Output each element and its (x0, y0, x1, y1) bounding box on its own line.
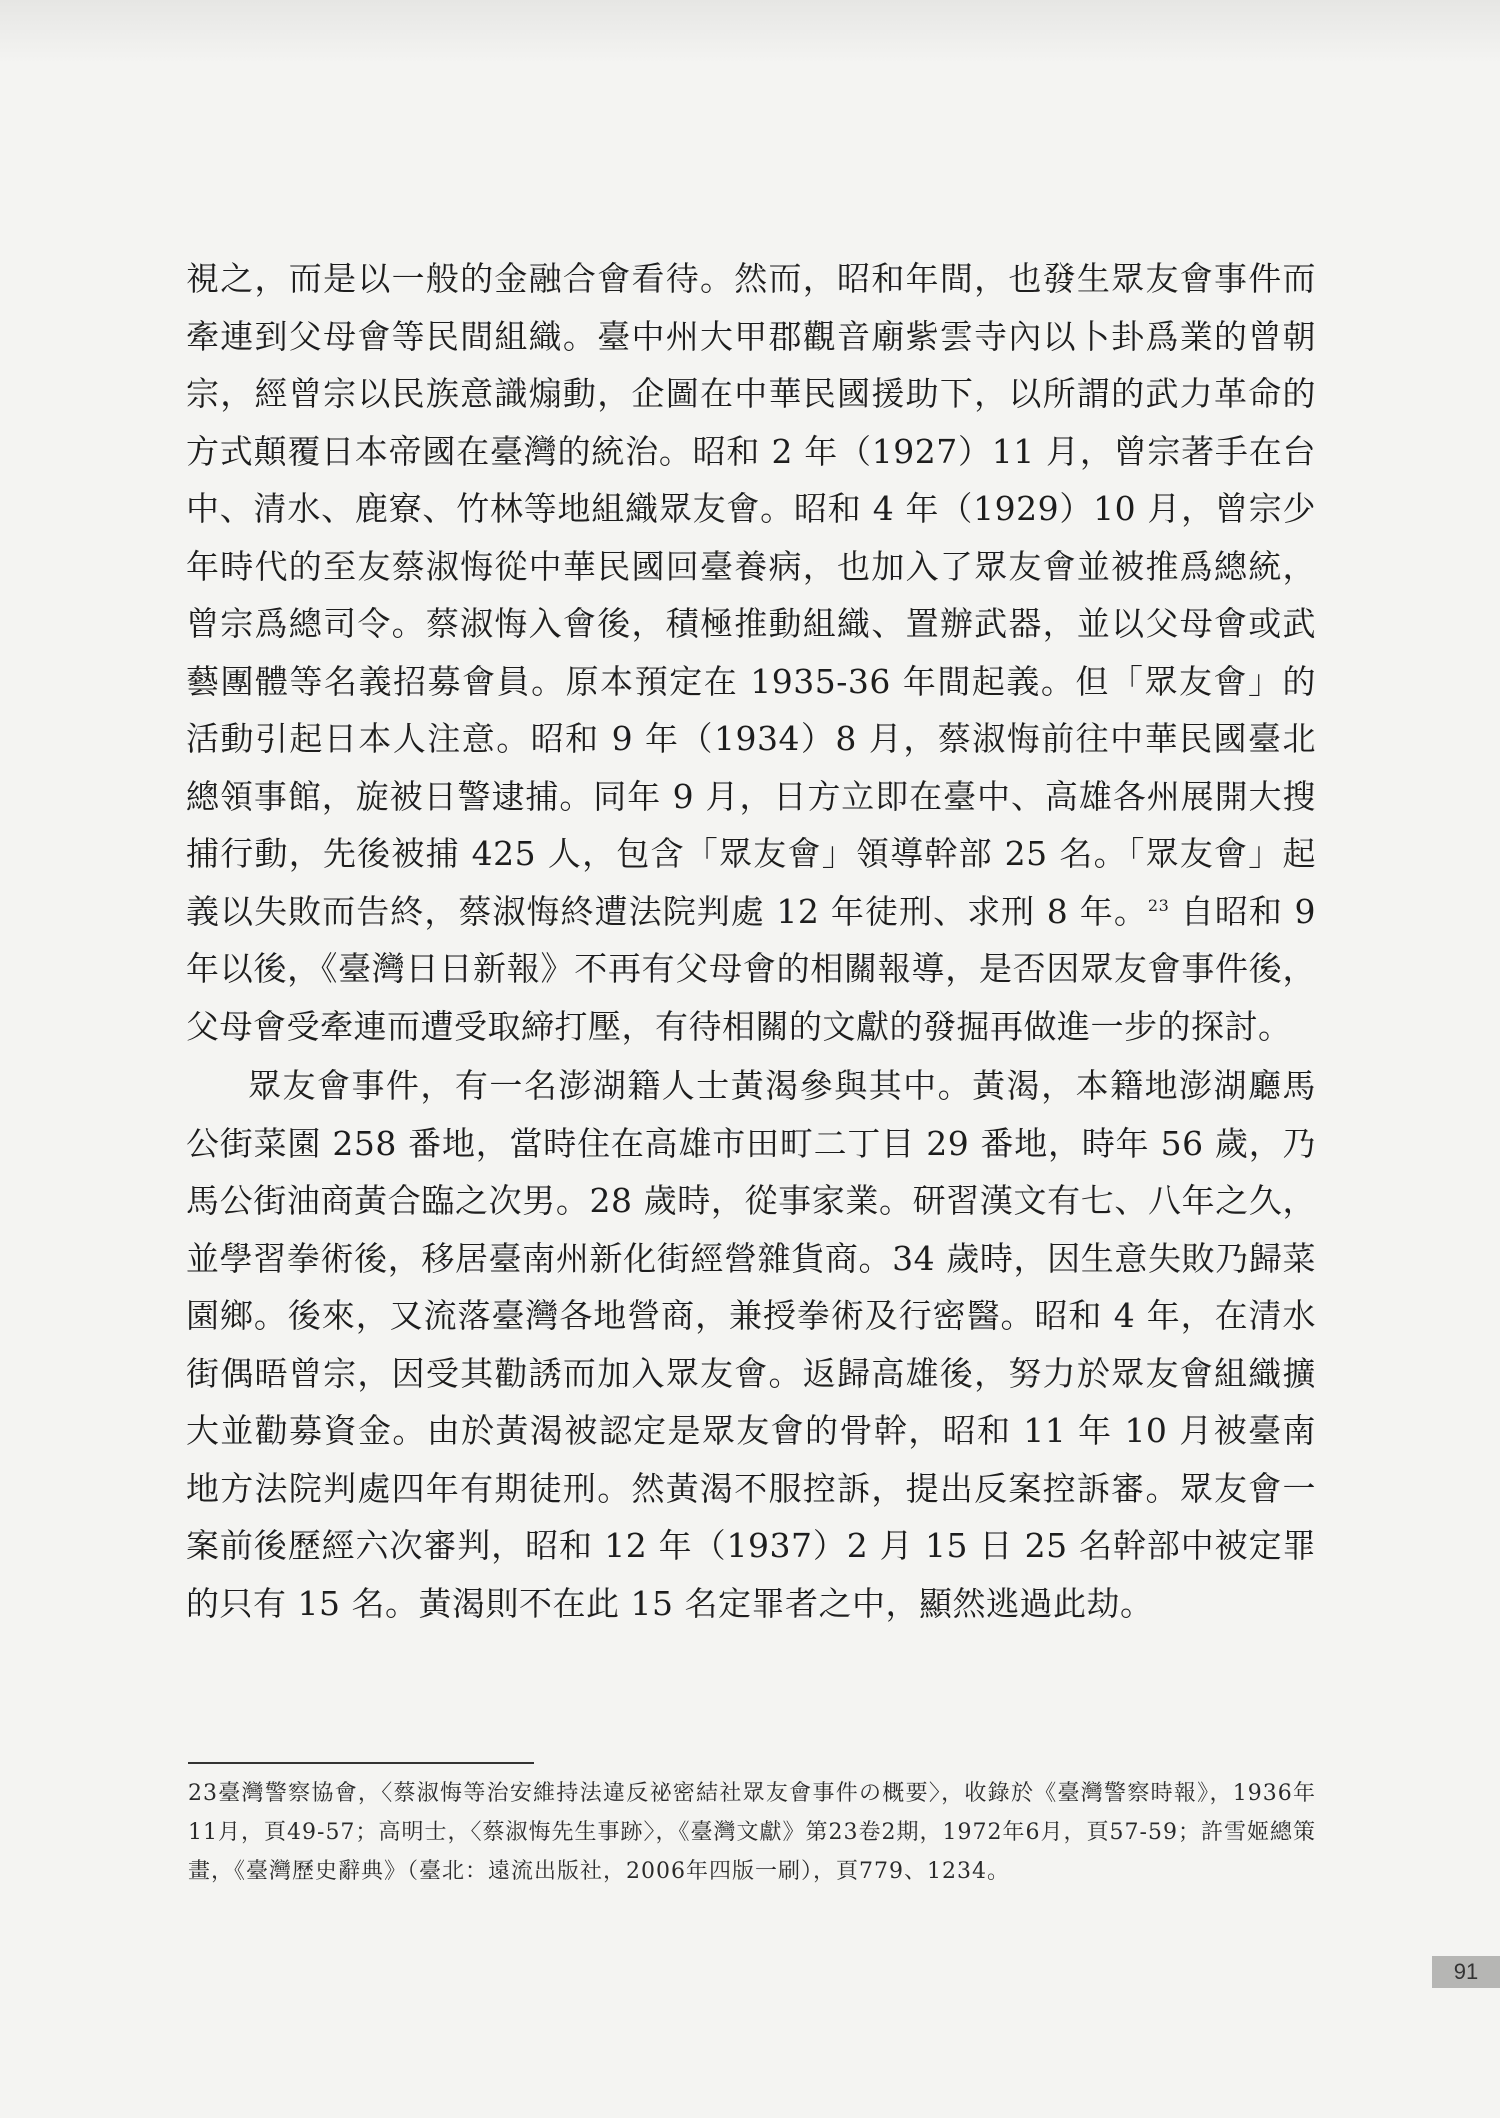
paragraph-1-continued: 自昭和 9 年以後，《臺灣日日新報》不再有父母會的相關報導，是否因眾友會事件後，父母會受牽連而遭受取締打壓，有待相關的文獻的發掘再做進一步的探討。 (186, 891, 1316, 1046)
page-number: 91 (1432, 1956, 1500, 1988)
paragraph-1-text: 視之，而是以一般的金融合會看待。然而，昭和年間，也發生眾友會事件而牽連到父母會等民間組織。臺中州大甲郡觀音廟紫雲寺內以卜卦爲業的曾朝宗，經曾宗以民族意識煽動，企圖在中華民國援助下，以所謂的武力革命的方式顛覆日本帝國在臺灣的統治。昭和 2 年（1927）11 月，曾宗著手在台中、清水、鹿寮、竹林等地組織眾友會。昭和 4 年（1929）10 月，曾宗少年時代的至友蔡淑悔從中華民國回臺養病，也加入了眾友會並被推爲總統，曾宗爲總司令。蔡淑悔入會後，積極推動組織、置辦武器，並以父母會或武藝團體等名義招募會員。原本預定在 1935-36 年間起義。但「眾友會」的活動引起日本人注意。昭和 9 年（1934）8 月，蔡淑悔前往中華民國臺北總領事館，旋被日警逮捕。同年 9 月，日方立即在臺中、高雄各州展開大搜捕行動，先後被捕 425 人，包含「眾友會」領導幹部 25 名。「眾友會」起義以失敗而告終，蔡淑悔終遭法院判處 12 年徒刑、求刑 8 年。 (186, 259, 1316, 931)
body-text (186, 250, 1316, 1632)
page-top-shade (0, 0, 1500, 64)
paragraph-1 (186, 250, 1316, 1055)
footnote-reference: 23 (1147, 895, 1170, 915)
footnote-divider (188, 1762, 534, 1764)
paragraph-2: 眾友會事件，有一名澎湖籍人士黃渴參與其中。黃渴，本籍地澎湖廳馬公街菜園 258 番地，當時住在高雄市田町二丁目 29 番地，時年 56 歲，乃馬公街油商黃合臨之次男。28 歲時，從事家業。研習漢文有七、八年之久，並學習拳術後，移居臺南州新化街經營雜貨商。34 歲時，因生意失敗乃歸菜園鄉。後來，又流落臺灣各地營商，兼授拳術及行密醫。昭和 4 年，在清水街偶晤曾宗，因受其勸誘而加入眾友會。返歸高雄後，努力於眾友會組織擴大並勸募資金。由於黃渴被認定是眾友會的骨幹，昭和 11 年 10 月被臺南地方法院判處四年有期徒刑。然黃渴不服控訴，提出反案控訴審。眾友會一案前後歷經六次審判，昭和 12 年（1937）2 月 15 日 25 名幹部中被定罪的只有 15 名。黃渴則不在此 15 名定罪者之中，顯然逃過此劫。 (186, 1066, 1316, 1623)
footnote-23: 23臺灣警察協會，〈蔡淑悔等治安維持法違反祕密結社眾友會事件の概要〉，收錄於《臺灣警察時報》，1936年11月，頁49-57；高明士，〈蔡淑悔先生事跡〉，《臺灣文獻》第23卷2期，1972年6月，頁57-59；許雪姬總策畫，《臺灣歷史辭典》（臺北：遠流出版社，2006年四版一刷），頁779、1234。 (188, 1781, 1316, 1884)
